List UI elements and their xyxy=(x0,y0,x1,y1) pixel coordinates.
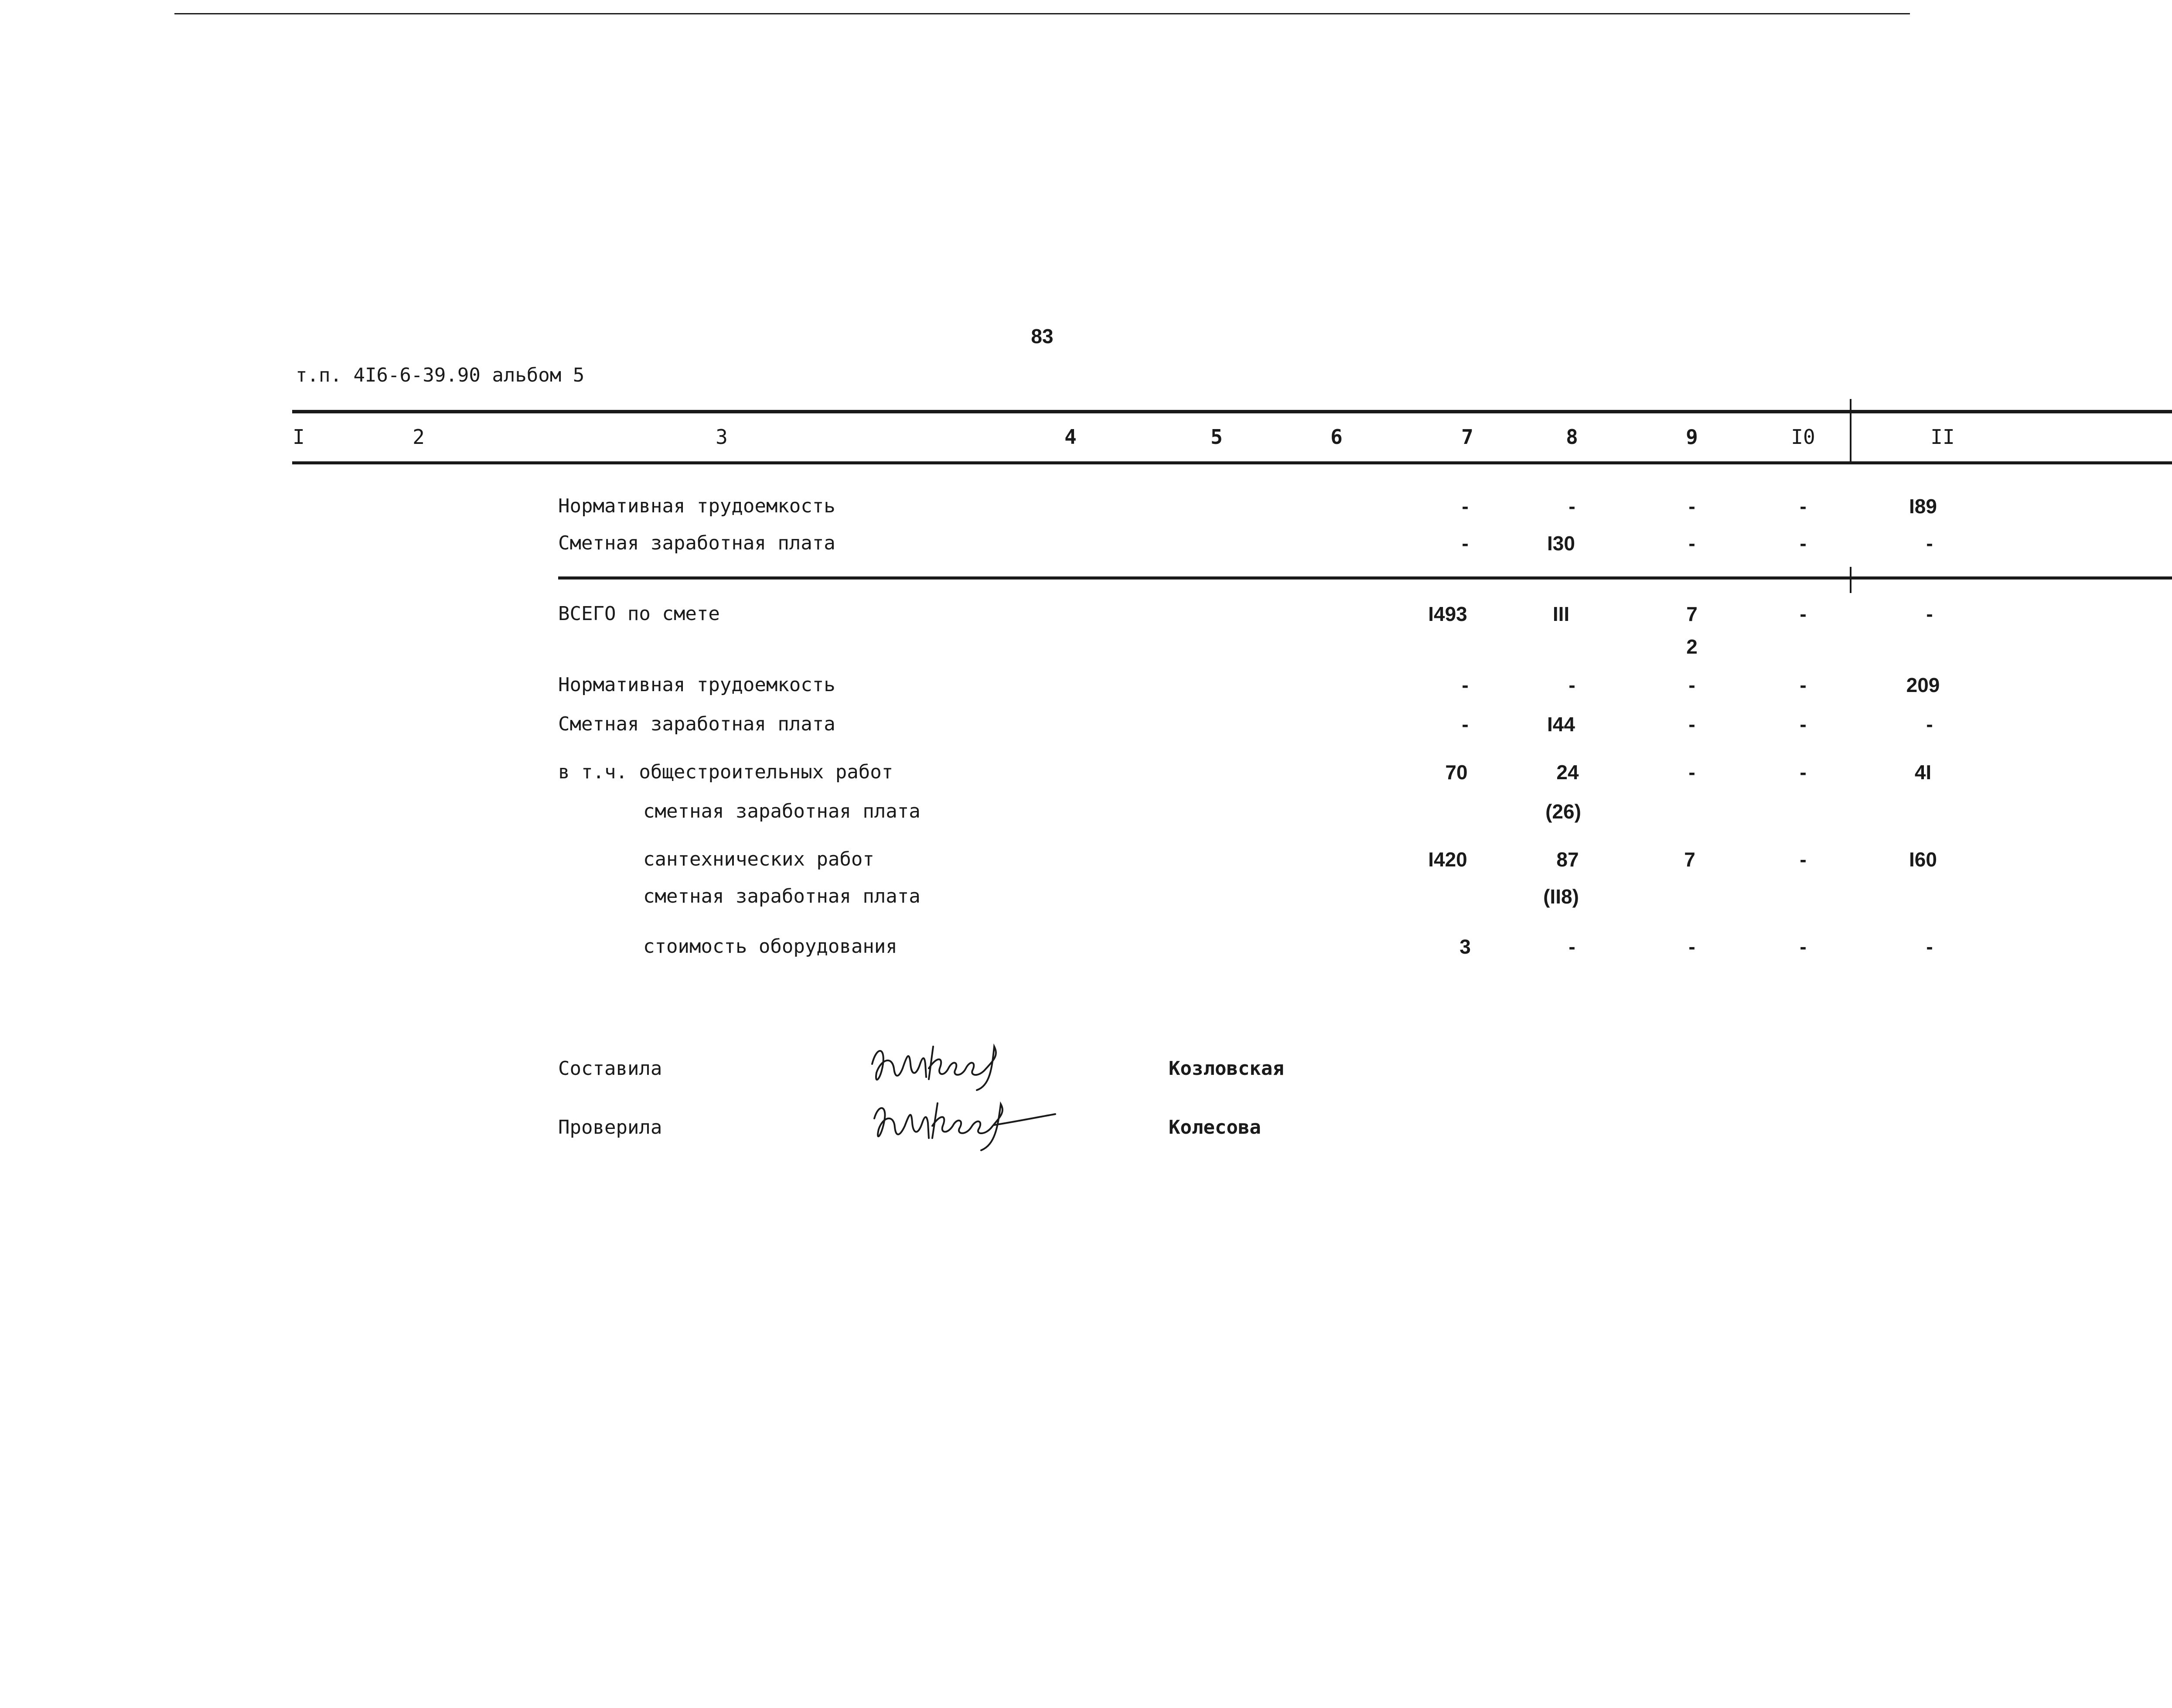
checked-signature-image xyxy=(868,1094,1064,1156)
col-header-9: 9 xyxy=(1686,425,1698,449)
plumbing-wage-label: сметная заработная плата xyxy=(643,885,921,907)
compiled-signature-image xyxy=(868,1038,1025,1094)
equipment-c10: - xyxy=(1800,935,1807,958)
equipment-c9: - xyxy=(1688,935,1695,958)
incl-general-c11: 4I xyxy=(1914,761,1932,784)
total-c9-line2: 2 xyxy=(1686,635,1698,658)
col-header-3: 3 xyxy=(716,425,728,449)
row-wage-c8: I30 xyxy=(1547,532,1575,555)
row2-labor-norm-c7: - xyxy=(1462,674,1469,696)
row2-labor-norm-c9: - xyxy=(1688,674,1695,696)
document-reference: т.п. 4I6-6-39.90 альбом 5 xyxy=(296,364,585,386)
row2-labor-norm-c10: - xyxy=(1800,674,1807,696)
checked-by-name: Колесова xyxy=(1169,1116,1261,1139)
incl-general-c9: - xyxy=(1688,761,1695,784)
row2-labor-norm-c11: 209 xyxy=(1906,674,1940,696)
row2-wage-c9: - xyxy=(1688,713,1695,736)
row-labor-norm-c10: - xyxy=(1800,495,1807,518)
col-header-6: 6 xyxy=(1330,425,1343,449)
equipment-label: стоимость оборудования xyxy=(643,935,897,958)
plumbing-wage-c8: (II8) xyxy=(1543,885,1579,908)
incl-general-label: в т.ч. общестроительных работ xyxy=(558,761,893,783)
plumbing-c10: - xyxy=(1800,848,1807,871)
col-header-11: II xyxy=(1930,425,1955,449)
col-header-8: 8 xyxy=(1566,425,1578,449)
page-number: 83 xyxy=(1031,325,1054,348)
equipment-c11: - xyxy=(1926,935,1933,958)
incl-general-c8: 24 xyxy=(1556,761,1579,784)
incl-general-c7: 70 xyxy=(1445,761,1468,784)
col-header-1: I xyxy=(293,425,305,449)
row-wage-c9: - xyxy=(1688,532,1695,555)
col11-divider xyxy=(1850,399,1851,464)
col-header-7: 7 xyxy=(1461,425,1473,449)
plumbing-c8: 87 xyxy=(1556,848,1579,871)
row-labor-norm-c8: - xyxy=(1568,495,1575,518)
checked-by-label: Проверила xyxy=(558,1116,662,1139)
row2-wage-c8: I44 xyxy=(1547,713,1575,736)
row-wage-c11: - xyxy=(1926,532,1933,555)
plumbing-c9: 7 xyxy=(1684,848,1695,871)
col11-divider-tick xyxy=(1850,567,1851,593)
row2-wage-label: Сметная заработная плата xyxy=(558,713,835,735)
incl-general-wage-label: сметная заработная плата xyxy=(643,800,921,822)
row2-wage-c11: - xyxy=(1926,713,1933,736)
compiled-by-label: Составила xyxy=(558,1057,662,1080)
col-header-2: 2 xyxy=(413,425,425,449)
total-c7: I493 xyxy=(1428,603,1467,625)
compiled-by-name: Козловская xyxy=(1169,1057,1284,1080)
row-labor-norm-c7: - xyxy=(1462,495,1469,518)
total-c9: 7 xyxy=(1686,603,1698,625)
total-c11: - xyxy=(1926,603,1933,625)
col-header-5: 5 xyxy=(1210,425,1223,449)
incl-general-c10: - xyxy=(1800,761,1807,784)
row-wage-c7: - xyxy=(1462,532,1469,555)
section-divider-rule xyxy=(558,576,2172,580)
plumbing-c7: I420 xyxy=(1428,848,1467,871)
incl-general-wage-c8: (26) xyxy=(1545,800,1581,823)
row2-labor-norm-c8: - xyxy=(1568,674,1575,696)
row-wage-label: Сметная заработная плата xyxy=(558,532,835,554)
plumbing-label: сантехнических работ xyxy=(643,848,874,870)
header-bottom-rule xyxy=(292,461,2172,464)
equipment-c8: - xyxy=(1568,935,1575,958)
plumbing-c11: I60 xyxy=(1909,848,1937,871)
col-header-4: 4 xyxy=(1064,425,1077,449)
total-c10: - xyxy=(1800,603,1807,625)
total-label: ВСЕГО по смете xyxy=(558,603,720,625)
row2-wage-c10: - xyxy=(1800,713,1807,736)
total-c8: III xyxy=(1552,603,1570,625)
row-labor-norm-c11: I89 xyxy=(1909,495,1937,518)
row-wage-c10: - xyxy=(1800,532,1807,555)
row2-wage-c7: - xyxy=(1462,713,1469,736)
top-edge-line xyxy=(174,13,1910,14)
table-top-rule xyxy=(292,410,2172,413)
col-header-10: I0 xyxy=(1791,425,1815,449)
row-labor-norm-label: Нормативная трудоемкость xyxy=(558,495,835,517)
equipment-c7: 3 xyxy=(1459,935,1471,958)
row2-labor-norm-label: Нормативная трудоемкость xyxy=(558,674,835,696)
row-labor-norm-c9: - xyxy=(1688,495,1695,518)
